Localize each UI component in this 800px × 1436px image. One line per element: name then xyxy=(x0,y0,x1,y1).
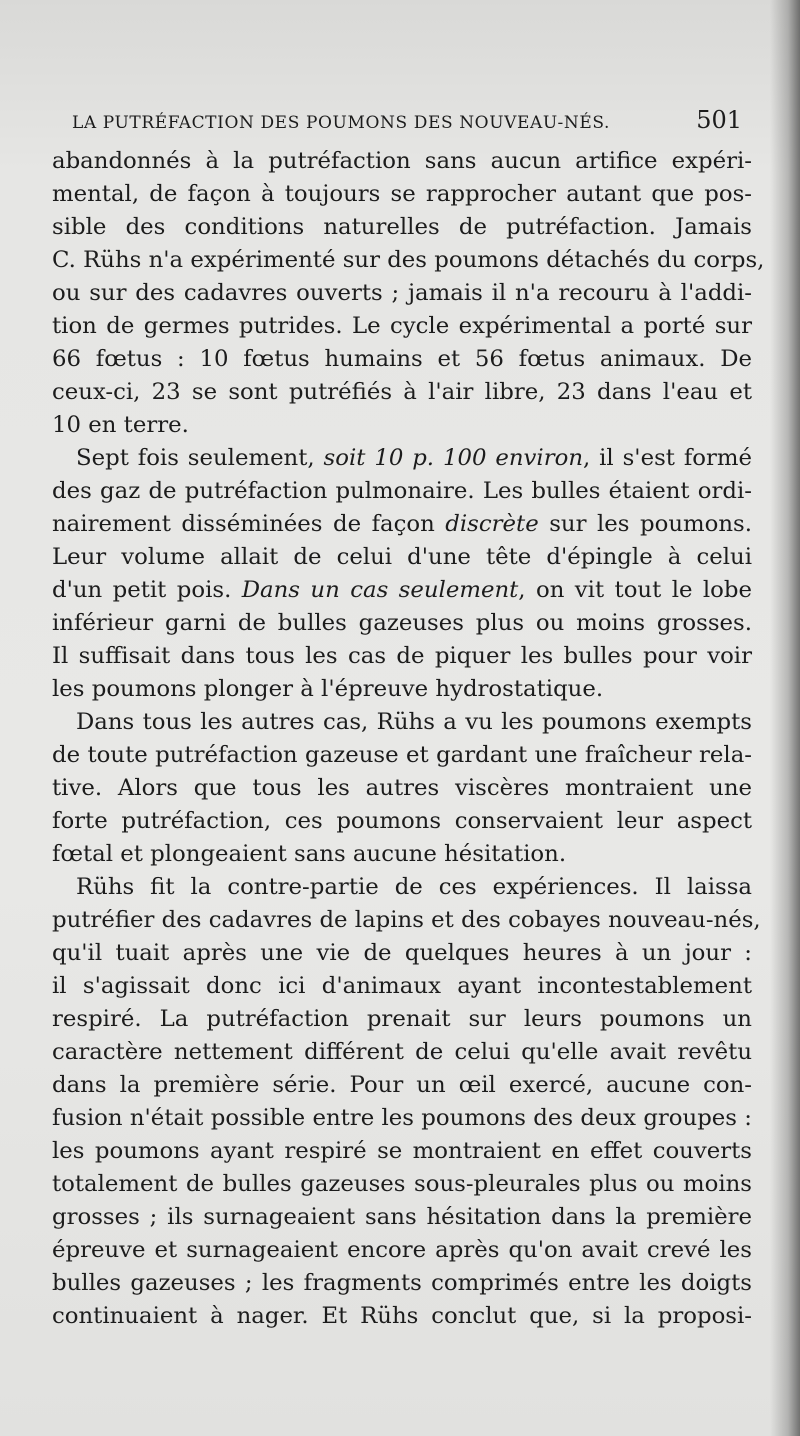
running-title: LA PUTRÉFACTION DES POUMONS DES NOUVEAU-NÉS. xyxy=(72,113,611,133)
paragraph xyxy=(52,871,761,1333)
text-line: ceux-ci, 23 se sont putréfiés à l'air libre, 23 dans l'eau et xyxy=(52,379,752,405)
text-line: putréfier des cadavres de lapins et des cobayes nouveau-nés, xyxy=(52,907,761,933)
text-line: des gaz de putréfaction pulmonaire. Les bulles étaient ordi- xyxy=(52,478,752,504)
text-line: mental, de façon à toujours se rapprocher autant que pos- xyxy=(52,181,752,207)
paragraph xyxy=(52,706,752,871)
text-line: les poumons ayant respiré se montraient en effet couverts xyxy=(52,1138,752,1164)
text-line: 10 en terre. xyxy=(52,412,189,438)
text-line: grosses ; ils surnageaient sans hésitation dans la première xyxy=(52,1204,752,1230)
text-line: qu'il tuait après une vie de quelques heures à un jour : xyxy=(52,940,752,966)
text-line: tion de germes putrides. Le cycle expérimental a porté sur xyxy=(52,313,752,339)
text-line: sible des conditions naturelles de putréfaction. Jamais xyxy=(52,214,752,240)
paragraph xyxy=(52,145,765,442)
text-line: ou sur des cadavres ouverts ; jamais il n'a recouru à l'addi- xyxy=(52,280,752,306)
text-line: inférieur garni de bulles gazeuses plus ou moins grosses. xyxy=(52,610,752,636)
text-line: abandonnés à la putréfaction sans aucun artifice expéri- xyxy=(52,148,752,174)
body-text xyxy=(52,145,765,1333)
text-line: nairement disséminées de façon discrète sur les poumons. xyxy=(52,511,752,537)
text-line: C. Rühs n'a expérimenté sur des poumons détachés du corps, xyxy=(52,247,765,273)
text-line: Leur volume allait de celui d'une tête d'épingle à celui xyxy=(52,544,752,570)
text-line: caractère nettement différent de celui qu'elle avait revêtu xyxy=(52,1039,752,1065)
text-line: fœtal et plongeaient sans aucune hésitation. xyxy=(52,841,567,867)
text-line: Rühs fit la contre-partie de ces expériences. Il laissa xyxy=(76,874,752,900)
text-line: Sept fois seulement, soit 10 p. 100 environ, il s'est formé xyxy=(76,445,752,471)
text-line: forte putréfaction, ces poumons conservaient leur aspect xyxy=(52,808,752,834)
text-line: fusion n'était possible entre les poumons des deux groupes : xyxy=(52,1105,752,1131)
text-line: dans la première série. Pour un œil exercé, aucune con- xyxy=(52,1072,752,1098)
page-number: 501 xyxy=(696,106,742,134)
text-line: bulles gazeuses ; les fragments comprimés entre les doigts xyxy=(52,1270,752,1296)
text-line: totalement de bulles gazeuses sous-pleurales plus ou moins xyxy=(52,1171,752,1197)
paragraph xyxy=(52,442,752,706)
text-line: Dans tous les autres cas, Rühs a vu les poumons exempts xyxy=(76,709,752,735)
text-line: Il suffisait dans tous les cas de piquer les bulles pour voir xyxy=(52,643,752,669)
text-line: de toute putréfaction gazeuse et gardant une fraîcheur rela- xyxy=(52,742,752,768)
text-line: 66 fœtus : 10 fœtus humains et 56 fœtus animaux. De xyxy=(52,346,752,372)
binding-shadow xyxy=(770,0,800,1436)
text-line: épreuve et surnageaient encore après qu'on avait crevé les xyxy=(52,1237,752,1263)
text-line: d'un petit pois. Dans un cas seulement, on vit tout le lobe xyxy=(52,577,752,603)
text-line: il s'agissait donc ici d'animaux ayant incontestablement xyxy=(52,973,752,999)
text-line: respiré. La putréfaction prenait sur leurs poumons un xyxy=(52,1006,752,1032)
text-line: les poumons plonger à l'épreuve hydrostatique. xyxy=(52,676,604,702)
text-line: continuaient à nager. Et Rühs conclut que, si la proposi- xyxy=(52,1303,752,1329)
page-header xyxy=(72,106,742,134)
text-line: tive. Alors que tous les autres viscères montraient une xyxy=(52,775,752,801)
